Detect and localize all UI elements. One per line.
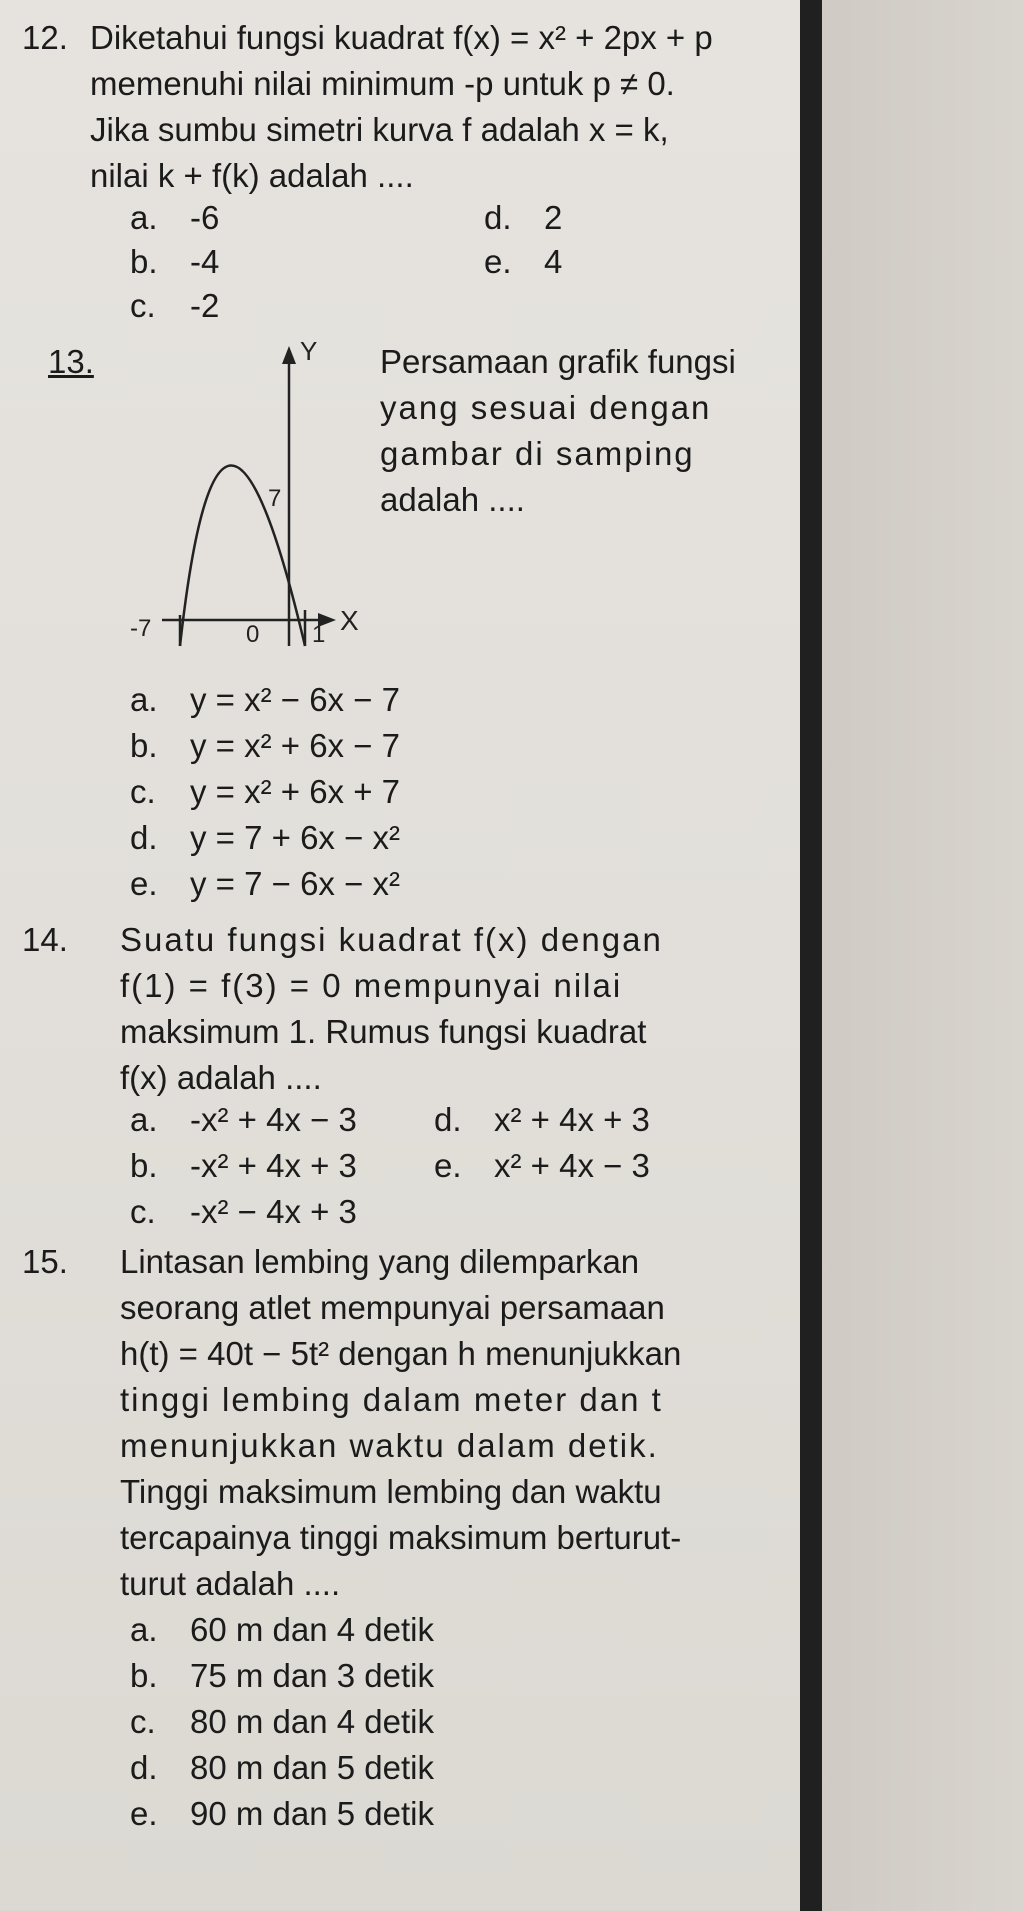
option-text: y = x² + 6x + 7 bbox=[190, 773, 401, 810]
q14-number: 14. bbox=[22, 921, 68, 958]
option-letter: a. bbox=[130, 681, 158, 718]
book-spine bbox=[800, 0, 822, 1911]
y-axis-arrow-icon bbox=[282, 346, 296, 364]
q13-option-c[interactable] bbox=[130, 772, 400, 812]
option-letter: b. bbox=[130, 727, 158, 764]
q13-line-4: adalah .... bbox=[380, 481, 525, 518]
option-text: y = 7 + 6x − x² bbox=[190, 819, 401, 856]
q15-line-8: turut adalah .... bbox=[120, 1565, 341, 1602]
q13-line-1: Persamaan grafik fungsi bbox=[380, 343, 736, 380]
q15-line-4: tinggi lembing dalam meter dan t bbox=[120, 1381, 663, 1418]
q13-option-a[interactable] bbox=[130, 680, 400, 720]
q14-line-3: maksimum 1. Rumus fungsi kuadrat bbox=[120, 1013, 647, 1050]
q15-option-b[interactable] bbox=[130, 1656, 434, 1696]
option-letter: e. bbox=[484, 243, 512, 280]
q12-option-d[interactable] bbox=[484, 198, 562, 238]
option-letter: d. bbox=[130, 819, 158, 856]
q15-line-3: h(t) = 40t − 5t² dengan h menunjukkan bbox=[120, 1335, 682, 1372]
q15-option-a[interactable] bbox=[130, 1610, 434, 1650]
q14-option-a[interactable] bbox=[130, 1100, 357, 1140]
option-text: 90 m dan 5 detik bbox=[190, 1795, 434, 1832]
q14-option-d[interactable] bbox=[434, 1100, 650, 1140]
option-letter: c. bbox=[130, 773, 156, 810]
option-letter: e. bbox=[130, 1795, 158, 1832]
option-text: 75 m dan 3 detik bbox=[190, 1657, 434, 1694]
q15-line-2: seorang atlet mempunyai persamaan bbox=[120, 1289, 665, 1326]
option-letter: e. bbox=[130, 865, 158, 902]
q13-line-3: gambar di samping bbox=[380, 435, 695, 472]
option-text: 4 bbox=[544, 243, 563, 280]
option-letter: a. bbox=[130, 199, 158, 236]
q12-line-1: Diketahui fungsi kuadrat f(x) = x² + 2px + p bbox=[90, 19, 713, 56]
q12-option-a[interactable] bbox=[130, 198, 219, 238]
q14-option-c[interactable] bbox=[130, 1192, 357, 1232]
q14-line-2: f(1) = f(3) = 0 mempunyai nilai bbox=[120, 967, 623, 1004]
q12-line-4: nilai k + f(k) adalah .... bbox=[90, 157, 414, 194]
option-text: -x² − 4x + 3 bbox=[190, 1193, 357, 1230]
option-text: -4 bbox=[190, 243, 220, 280]
q13-parabola-graph bbox=[100, 340, 370, 660]
option-letter: d. bbox=[484, 199, 512, 236]
option-text: y = x² − 6x − 7 bbox=[190, 681, 401, 718]
option-text: -x² + 4x − 3 bbox=[190, 1101, 357, 1138]
y-axis-label: Y bbox=[300, 340, 318, 366]
q15-line-6: Tinggi maksimum lembing dan waktu bbox=[120, 1473, 662, 1510]
q13-option-b[interactable] bbox=[130, 726, 400, 766]
option-text: y = x² + 6x − 7 bbox=[190, 727, 401, 764]
q12-line-2: memenuhi nilai minimum -p untuk p ≠ 0. bbox=[90, 65, 675, 102]
q13-option-e[interactable] bbox=[130, 864, 400, 904]
q15-line-7: tercapainya tinggi maksimum berturut- bbox=[120, 1519, 682, 1556]
option-letter: d. bbox=[434, 1101, 462, 1138]
x-label-minus-7: -7 bbox=[130, 615, 152, 642]
q13-line-2: yang sesuai dengan bbox=[380, 389, 712, 426]
option-text: -6 bbox=[190, 199, 220, 236]
option-letter: a. bbox=[130, 1611, 158, 1648]
option-text: y = 7 − 6x − x² bbox=[190, 865, 401, 902]
y-intercept-label: 7 bbox=[268, 485, 282, 512]
option-letter: b. bbox=[130, 243, 158, 280]
option-text: -2 bbox=[190, 287, 220, 324]
x-axis-label: X bbox=[340, 605, 359, 636]
q13-option-d[interactable] bbox=[130, 818, 400, 858]
q14-option-e[interactable] bbox=[434, 1146, 650, 1186]
option-letter: b. bbox=[130, 1147, 158, 1184]
x-label-origin: 0 bbox=[246, 621, 260, 648]
q15-line-1: Lintasan lembing yang dilemparkan bbox=[120, 1243, 640, 1280]
q12-line-3: Jika sumbu simetri kurva f adalah x = k, bbox=[90, 111, 669, 148]
q12-option-b[interactable] bbox=[130, 242, 219, 282]
option-text: -x² + 4x + 3 bbox=[190, 1147, 357, 1184]
option-letter: e. bbox=[434, 1147, 462, 1184]
option-letter: c. bbox=[130, 287, 156, 324]
option-text: x² + 4x − 3 bbox=[494, 1147, 650, 1184]
option-text: 80 m dan 5 detik bbox=[190, 1749, 434, 1786]
option-text: 2 bbox=[544, 199, 563, 236]
q14-option-b[interactable] bbox=[130, 1146, 357, 1186]
option-text: 80 m dan 4 detik bbox=[190, 1703, 434, 1740]
q15-option-c[interactable] bbox=[130, 1702, 434, 1742]
option-letter: c. bbox=[130, 1193, 156, 1230]
q12-option-c[interactable] bbox=[130, 286, 219, 326]
option-text: 60 m dan 4 detik bbox=[190, 1611, 434, 1648]
q14-line-1: Suatu fungsi kuadrat f(x) dengan bbox=[120, 921, 663, 958]
option-letter: a. bbox=[130, 1101, 158, 1138]
x-label-1: 1 bbox=[312, 621, 326, 648]
option-letter: b. bbox=[130, 1657, 158, 1694]
q15-option-e[interactable] bbox=[130, 1794, 434, 1834]
q13-number: 13. bbox=[48, 343, 94, 380]
q15-number: 15. bbox=[22, 1243, 68, 1280]
option-text: x² + 4x + 3 bbox=[494, 1101, 650, 1138]
option-letter: c. bbox=[130, 1703, 156, 1740]
q12-number: 12. bbox=[22, 19, 68, 56]
q12-option-e[interactable] bbox=[484, 242, 562, 282]
facing-page-edge bbox=[822, 0, 1023, 1911]
q15-option-d[interactable] bbox=[130, 1748, 434, 1788]
option-letter: d. bbox=[130, 1749, 158, 1786]
q14-line-4: f(x) adalah .... bbox=[120, 1059, 322, 1096]
q15-line-5: menunjukkan waktu dalam detik. bbox=[120, 1427, 659, 1464]
